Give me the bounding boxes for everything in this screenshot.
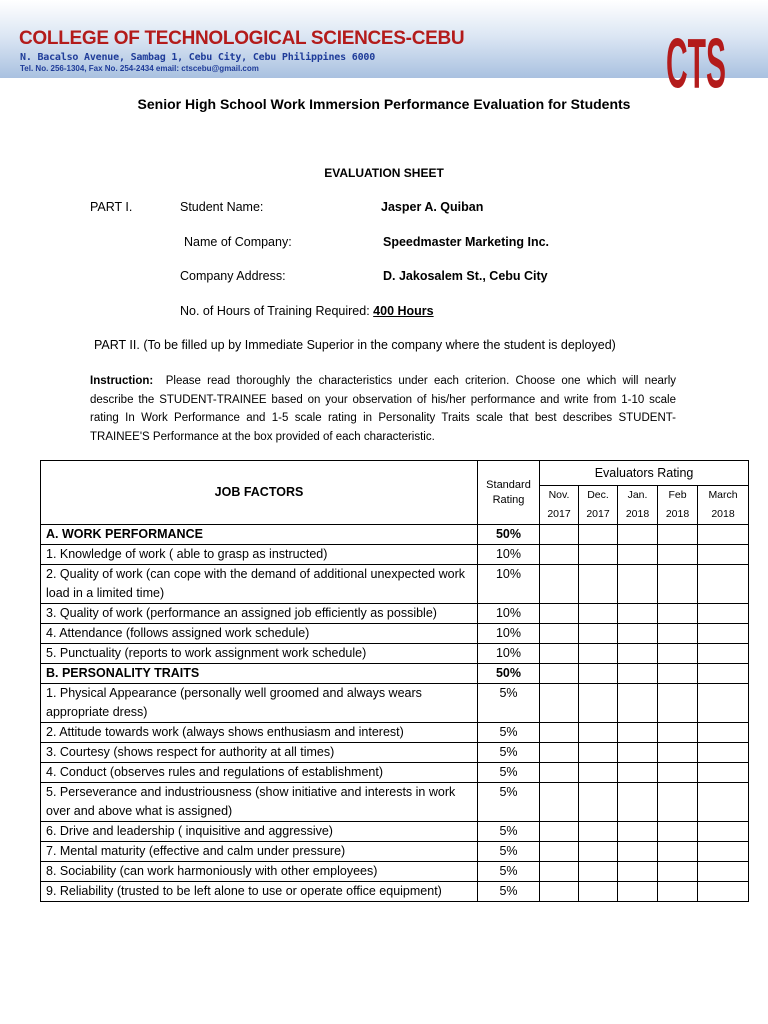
month-year: 2018: [711, 508, 735, 520]
rating-cell[interactable]: [658, 882, 698, 902]
section-row: [41, 664, 749, 684]
job-factor: 1. Physical Appearance (personally well groomed and always wears appropriate dress): [41, 684, 478, 723]
rating-cell[interactable]: [698, 842, 749, 862]
job-factor-rows: [41, 525, 749, 902]
company-address-label: Company Address:: [180, 269, 286, 283]
rating-cell[interactable]: [698, 723, 749, 743]
rating-cell[interactable]: [579, 763, 618, 783]
rating-cell[interactable]: [618, 624, 658, 644]
table-row: [41, 862, 749, 882]
rating-cell[interactable]: [698, 624, 749, 644]
cts-logo: [664, 24, 728, 104]
rating-cell[interactable]: [579, 525, 618, 545]
part1-label: PART I.: [90, 200, 133, 214]
rating-cell[interactable]: [618, 783, 658, 822]
job-factor: 2. Quality of work (can cope with the demand of additional unexpected work load in a limited time): [41, 565, 478, 604]
rating-cell[interactable]: [658, 684, 698, 723]
standard-rating: 5%: [478, 743, 540, 763]
rating-cell[interactable]: [658, 783, 698, 822]
rating-cell[interactable]: [540, 624, 579, 644]
student-name-value: Jasper A. Quiban: [381, 200, 484, 214]
standard-rating: 5%: [478, 763, 540, 783]
rating-cell[interactable]: [698, 565, 749, 604]
rating-cell[interactable]: [579, 783, 618, 822]
job-factor: 5. Punctuality (reports to work assignment work schedule): [41, 644, 478, 664]
training-hours-value: 400 Hours: [373, 304, 434, 318]
rating-cell[interactable]: [618, 604, 658, 624]
month-year: 2018: [665, 508, 690, 520]
standard-rating: 10%: [478, 604, 540, 624]
job-factor: 5. Perseverance and industriousness (show initiative and interests in work over and above what is assigned): [41, 783, 478, 822]
standard-rating-header: Standard Rating: [478, 461, 540, 525]
standard-rating: 5%: [478, 842, 540, 862]
rating-cell[interactable]: [698, 525, 749, 545]
table-row: [41, 783, 749, 822]
standard-rating: 50%: [478, 525, 540, 545]
section-title: B. PERSONALITY TRAITS: [41, 664, 478, 684]
standard-rating: 10%: [478, 565, 540, 604]
rating-cell[interactable]: [540, 604, 579, 624]
rating-cell[interactable]: [618, 743, 658, 763]
table-row: [41, 684, 749, 723]
table-row: [41, 763, 749, 783]
rating-cell[interactable]: [698, 763, 749, 783]
company-address-value: D. Jakosalem St., Cebu City: [383, 269, 548, 283]
student-name-label: Student Name:: [180, 200, 264, 214]
table-row: [41, 882, 749, 902]
month-label: Nov.: [548, 489, 570, 501]
table-row: [41, 545, 749, 565]
rating-cell[interactable]: [540, 783, 579, 822]
job-factor: 6. Drive and leadership ( inquisitive and aggressive): [41, 822, 478, 842]
rating-cell[interactable]: [579, 684, 618, 723]
standard-rating: 10%: [478, 545, 540, 565]
rating-cell[interactable]: [540, 644, 579, 664]
rating-cell[interactable]: [579, 882, 618, 902]
job-factor: 9. Reliability (trusted to be left alone to use or operate office equipment): [41, 882, 478, 902]
rating-cell[interactable]: [579, 624, 618, 644]
section-row: [41, 525, 749, 545]
standard-rating: 5%: [478, 862, 540, 882]
rating-cell[interactable]: [618, 862, 658, 882]
rating-cell[interactable]: [540, 862, 579, 882]
month-header-1: [579, 486, 618, 525]
rating-cell[interactable]: [618, 684, 658, 723]
job-factor: 1. Knowledge of work ( able to grasp as instructed): [41, 545, 478, 565]
month-header-3: [658, 486, 698, 525]
month-year: 2018: [625, 508, 650, 520]
rating-cell[interactable]: [698, 783, 749, 822]
job-factor: 2. Attitude towards work (always shows enthusiasm and interest): [41, 723, 478, 743]
rating-cell[interactable]: [540, 822, 579, 842]
rating-cell[interactable]: [698, 743, 749, 763]
rating-cell[interactable]: [579, 862, 618, 882]
table-row: [41, 604, 749, 624]
month-year: 2017: [586, 508, 610, 520]
rating-cell[interactable]: [618, 545, 658, 565]
rating-cell[interactable]: [698, 882, 749, 902]
standard-rating: 5%: [478, 822, 540, 842]
evaluators-rating-header: Evaluators Rating: [540, 461, 749, 486]
month-header-2: [618, 486, 658, 525]
table-row: [41, 822, 749, 842]
rating-cell[interactable]: [658, 644, 698, 664]
rating-cell[interactable]: [658, 763, 698, 783]
rating-cell[interactable]: [579, 723, 618, 743]
rating-cell[interactable]: [618, 842, 658, 862]
standard-rating: 5%: [478, 783, 540, 822]
rating-cell[interactable]: [579, 664, 618, 684]
rating-cell[interactable]: [540, 565, 579, 604]
standard-rating: 5%: [478, 882, 540, 902]
rating-cell[interactable]: [698, 644, 749, 664]
job-factor: 4. Attendance (follows assigned work schedule): [41, 624, 478, 644]
rating-cell[interactable]: [618, 882, 658, 902]
rating-cell[interactable]: [579, 565, 618, 604]
table-row: [41, 565, 749, 604]
table-row: [41, 644, 749, 664]
table-row: [41, 624, 749, 644]
month-header-0: [540, 486, 579, 525]
rating-cell[interactable]: [618, 664, 658, 684]
rating-cell[interactable]: [618, 644, 658, 664]
rating-cell[interactable]: [540, 763, 579, 783]
rating-cell[interactable]: [540, 882, 579, 902]
rating-cell[interactable]: [698, 604, 749, 624]
table-row: [41, 723, 749, 743]
rating-cell[interactable]: [658, 624, 698, 644]
section-title: A. WORK PERFORMANCE: [41, 525, 478, 545]
rating-cell[interactable]: [540, 684, 579, 723]
training-hours-line: [180, 304, 434, 318]
month-label: Feb: [668, 489, 687, 501]
month-header-4: [698, 486, 749, 525]
rating-cell[interactable]: [618, 565, 658, 604]
rating-cell[interactable]: [658, 664, 698, 684]
rating-cell[interactable]: [698, 822, 749, 842]
part2-text: PART II. (To be filled up by Immediate Superior in the company where the student is deployed): [94, 338, 616, 352]
month-label: Jan.: [627, 489, 648, 501]
rating-cell[interactable]: [579, 822, 618, 842]
rating-cell[interactable]: [658, 545, 698, 565]
month-label: March: [708, 489, 738, 501]
instruction-label: Instruction:: [90, 375, 154, 387]
rating-cell[interactable]: [658, 822, 698, 842]
evaluation-table: [40, 460, 749, 902]
college-address: N. Bacalso Avenue, Sambag 1, Cebu City, Cebu Philippines 6000: [20, 52, 376, 63]
instruction-paragraph: [90, 372, 676, 446]
rating-cell[interactable]: [658, 565, 698, 604]
training-hours-label: No. of Hours of Training Required:: [180, 304, 370, 318]
rating-cell[interactable]: [618, 723, 658, 743]
company-value: Speedmaster Marketing Inc.: [383, 235, 550, 249]
rating-cell[interactable]: [658, 743, 698, 763]
instruction-text: Please read thoroughly the characteristics under each criterion. Choose one which will nearly describe the STUDENT-TRAINEE based on your observation of his/her performance and write from 1-10 scale rating In Work Performance and 1-5 scale rating in Personality Traits scale that best describes STUDENT-TRAINEE'S Performance at the box provided of each characteristic.: [90, 375, 677, 443]
job-factor: 3. Courtesy (shows respect for authority at all times): [41, 743, 478, 763]
rating-cell[interactable]: [540, 842, 579, 862]
job-factor: 3. Quality of work (performance an assigned job efficiently as possible): [41, 604, 478, 624]
logo-text: CTS: [666, 24, 726, 104]
rating-cell[interactable]: [540, 664, 579, 684]
table-row: [41, 743, 749, 763]
college-name: COLLEGE OF TECHNOLOGICAL SCIENCES-CEBU: [19, 28, 465, 49]
rating-cell[interactable]: [579, 604, 618, 624]
rating-cell[interactable]: [579, 545, 618, 565]
job-factors-header: JOB FACTORS: [41, 461, 478, 525]
rating-cell[interactable]: [658, 604, 698, 624]
rating-cell[interactable]: [618, 763, 658, 783]
rating-cell[interactable]: [540, 723, 579, 743]
rating-cell[interactable]: [540, 743, 579, 763]
rating-cell[interactable]: [698, 684, 749, 723]
rating-cell[interactable]: [618, 822, 658, 842]
rating-cell[interactable]: [698, 664, 749, 684]
month-label: Dec.: [587, 489, 609, 501]
rating-cell[interactable]: [658, 723, 698, 743]
standard-rating: 10%: [478, 624, 540, 644]
standard-rating: 5%: [478, 684, 540, 723]
sheet-title: EVALUATION SHEET: [324, 166, 444, 180]
rating-cell[interactable]: [658, 525, 698, 545]
rating-cell[interactable]: [579, 644, 618, 664]
standard-rating: 10%: [478, 644, 540, 664]
rating-cell[interactable]: [698, 862, 749, 882]
rating-cell[interactable]: [579, 842, 618, 862]
form-title: Senior High School Work Immersion Performance Evaluation for Students: [137, 96, 631, 112]
rating-cell[interactable]: [579, 743, 618, 763]
table-row: [41, 842, 749, 862]
standard-rating: 5%: [478, 723, 540, 743]
rating-cell[interactable]: [658, 862, 698, 882]
job-factor: 7. Mental maturity (effective and calm under pressure): [41, 842, 478, 862]
rating-cell[interactable]: [540, 545, 579, 565]
rating-cell[interactable]: [618, 525, 658, 545]
rating-cell[interactable]: [658, 842, 698, 862]
job-factor: 4. Conduct (observes rules and regulations of establishment): [41, 763, 478, 783]
company-label: Name of Company:: [184, 235, 292, 249]
college-contact: Tel. No. 256-1304, Fax No. 254-2434 email: ctscebu@gmail.com: [20, 64, 259, 73]
rating-cell[interactable]: [540, 525, 579, 545]
standard-rating: 50%: [478, 664, 540, 684]
job-factor: 8. Sociability (can work harmoniously with other employees): [41, 862, 478, 882]
rating-cell[interactable]: [698, 545, 749, 565]
month-year: 2017: [547, 508, 571, 520]
